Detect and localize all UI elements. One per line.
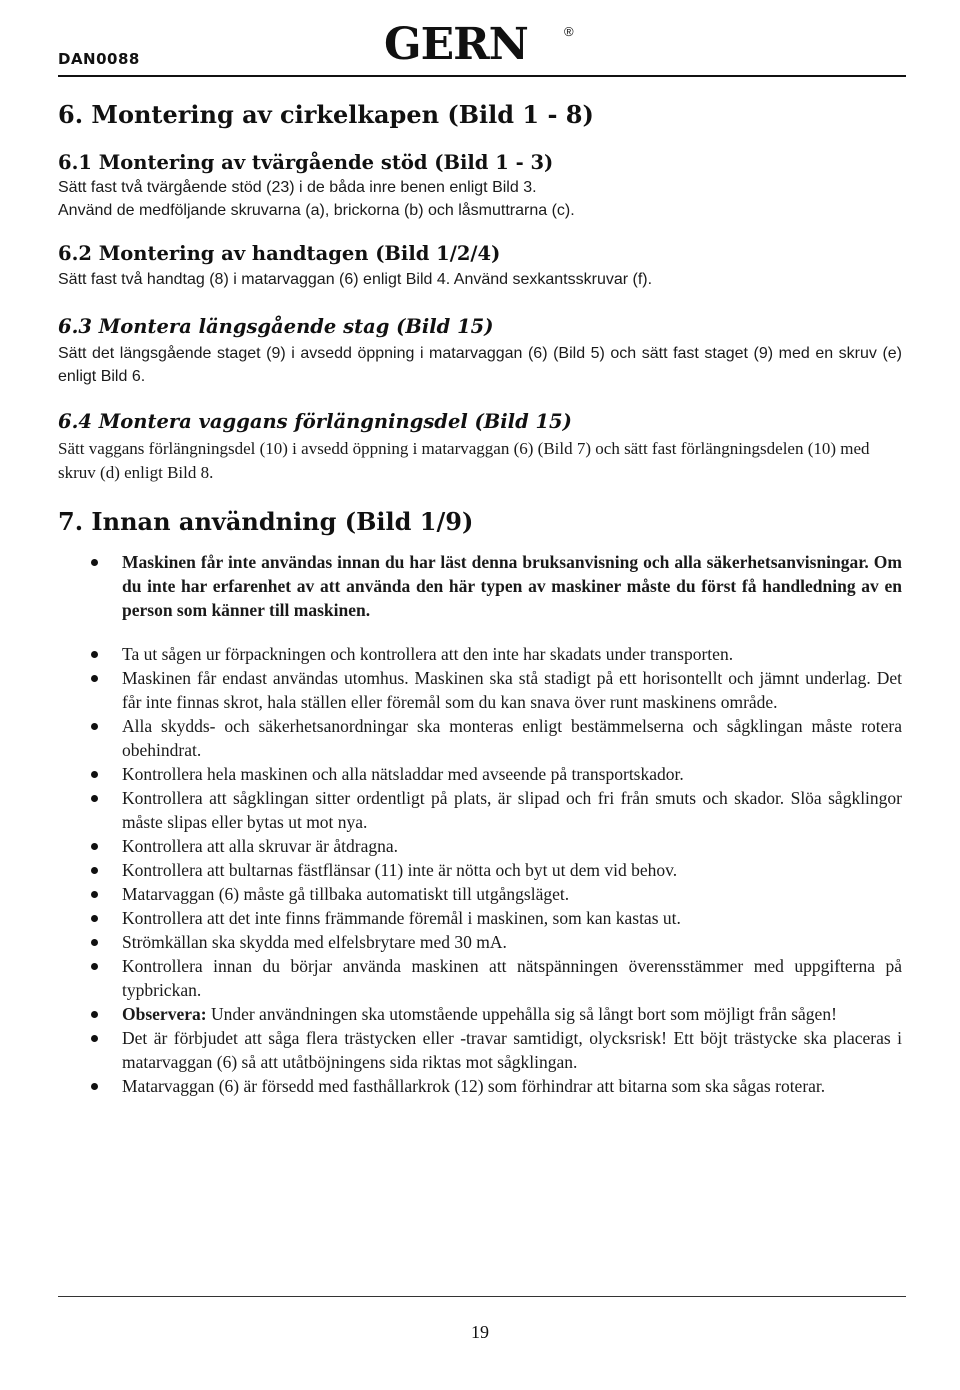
- section-6-heading: 6. Montering av cirkelkapen (Bild 1 - 8): [58, 100, 594, 129]
- section-6-1-line-2: Använd de medföljande skruvarna (a), brickorna (b) och låsmuttrarna (c).: [58, 202, 575, 219]
- bullet-icon: [91, 915, 98, 922]
- header-divider: [58, 75, 906, 77]
- list-item: Strömkällan ska skydda med elfelsbrytare med 30 mA.: [58, 930, 902, 954]
- bullet-icon: [91, 891, 98, 898]
- section-6-1-heading: 6.1 Montering av tvärgående stöd (Bild 1 - 3): [58, 151, 554, 174]
- section-6-2-heading: 6.2 Montering av handtagen (Bild 1/2/4): [58, 242, 501, 265]
- section-6-4-text: Sätt vaggans förlängningsdel (10) i avsedd öppning i matarvaggan (6) (Bild 7) och sätt fast förlängningsdelen (10) med skruv (d) enligt Bild 8.: [58, 439, 870, 482]
- bullet-icon: [91, 651, 98, 658]
- section-7-heading: 7. Innan användning (Bild 1/9): [58, 507, 474, 536]
- brand-logo: GERN: [384, 19, 528, 70]
- bullet-icon: [91, 559, 98, 566]
- list-item: Kontrollera att det inte finns främmande föremål i maskinen, som kan kastas ut.: [58, 906, 902, 930]
- bullet-icon: [91, 1011, 98, 1018]
- note-text: Under användningen ska utomstående uppehålla sig så långt bort som möjligt från sågen!: [206, 1004, 837, 1024]
- bullet-icon: [91, 1083, 98, 1090]
- bullet-icon: [91, 1035, 98, 1042]
- list-item: Kontrollera att sågklingan sitter ordentligt på plats, är slipad och fri från smuts och skador. Slöa sågklingor måste slipas eller bytas ut mot nya.: [58, 786, 902, 834]
- section-6-1-line-1: Sätt fast två tvärgående stöd (23) i de båda inre benen enligt Bild 3.: [58, 179, 537, 196]
- section-7-list: [58, 550, 902, 1098]
- list-item-note: [58, 1002, 902, 1026]
- page-number: 19: [471, 1322, 489, 1342]
- bullet-icon: [91, 843, 98, 850]
- list-item: Matarvaggan (6) är försedd med fasthållarkrok (12) som förhindrar att bitarna som ska sågas roterar.: [58, 1074, 902, 1098]
- list-item: Kontrollera att bultarnas fästflänsar (11) inte är nötta och byt ut dem vid behov.: [58, 858, 902, 882]
- document-code: DAN0088: [58, 50, 140, 68]
- bullet-icon: [91, 675, 98, 682]
- bullet-icon: [91, 963, 98, 970]
- list-item: Ta ut sågen ur förpackningen och kontrollera att den inte har skadats under transporten.: [58, 642, 902, 666]
- page-content: [58, 100, 902, 1098]
- list-item-warning: Maskinen får inte användas innan du har läst denna bruksanvisning och alla säkerhetsanvisningar. Om du inte har erfarenhet av att använda den här typen av maskiner måste du först få handledning av en person som känner till maskinen.: [58, 550, 902, 622]
- registered-mark: ®: [564, 24, 574, 39]
- bullet-icon: [91, 867, 98, 874]
- list-item: Alla skydds- och säkerhetsanordningar ska monteras enligt bestämmelserna och sågklingan måste rotera obehindrat.: [58, 714, 902, 762]
- section-6-4-heading: 6.4 Montera vaggans förlängningsdel (Bild 15): [58, 410, 572, 433]
- list-item: Kontrollera hela maskinen och alla nätsladdar med avseende på transportskador.: [58, 762, 902, 786]
- list-item: Kontrollera att alla skruvar är åtdragna.: [58, 834, 902, 858]
- note-label: Observera:: [122, 1004, 207, 1024]
- section-6-2-line-1: Sätt fast två handtag (8) i matarvaggan (6) enligt Bild 4. Använd sexkantsskruvar (f).: [58, 271, 653, 288]
- footer-divider: [58, 1296, 906, 1297]
- bullet-icon: [91, 771, 98, 778]
- bullet-icon: [91, 795, 98, 802]
- list-item: Kontrollera innan du börjar använda maskinen att nätspänningen överensstämmer med uppgifterna på typbrickan.: [58, 954, 902, 1002]
- section-6-3-heading: 6.3 Montera längsgående stag (Bild 15): [58, 315, 494, 338]
- page-header: [58, 20, 906, 76]
- bullet-icon: [91, 723, 98, 730]
- section-6-3-text: Sätt det längsgående staget (9) i avsedd öppning i matarvaggan (6) (Bild 5) och sätt fast staget (9) med en skruv (e) enligt Bild 6.: [58, 345, 902, 385]
- bullet-icon: [91, 939, 98, 946]
- list-item: Matarvaggan (6) måste gå tillbaka automatiskt till utgångsläget.: [58, 882, 902, 906]
- list-item: Det är förbjudet att såga flera trästycken eller -travar samtidigt, olycksrisk! Ett böjt trästycke ska placeras i matarvaggan (6) så att utåtböjningens sida riktas mot sågklingan.: [58, 1026, 902, 1074]
- list-item: Maskinen får endast användas utomhus. Maskinen ska stå stadigt på ett horisontellt och jämnt underlag. Det får inte finnas skrot, hala ställen eller föremål som du kan snava över runt maskinens område.: [58, 666, 902, 714]
